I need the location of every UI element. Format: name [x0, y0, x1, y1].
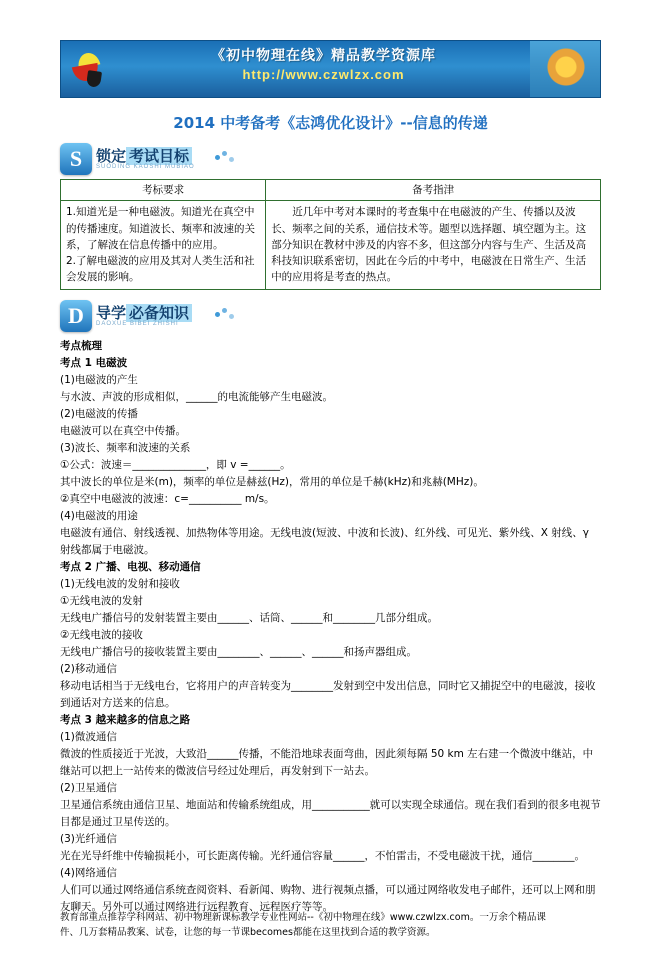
content-line: ①公式：波速＝______________，即 v =______。 — [60, 458, 291, 471]
content-line: 电磁波有通信、射线透视、加热物体等用途。无线电波(短波、中波和长波)、红外线、可见光、紫外线、X 射线、γ 射线都属于电磁波。 — [60, 526, 589, 556]
content-line: 考点 1 电磁波 — [60, 356, 128, 369]
document-page — [0, 40, 661, 976]
content-line: 无线电广播信号的接收装置主要由________、______、______和扬声器组成。 — [60, 645, 417, 658]
footer-line: 教育部重点推荐学科网站、初中物理新课标教学专业性网站--《初中物理在线》www.czwlzx.com。一万余个精品课 — [60, 911, 546, 923]
site-banner — [60, 40, 601, 98]
content-line: (3)光纤通信 — [60, 832, 117, 845]
section1-title — [96, 145, 192, 166]
content-line: 卫星通信系统由通信卫星、地面站和传输系统组成，用___________就可以实现全球通信。现在我们看到的很多电视节目都是通过卫星传送的。 — [60, 798, 601, 828]
content-line: 人们可以通过网络通信系统查阅资料、看新闻、购物、进行视频点播，可以通过网络收发电子邮件，还可以上网和朋友聊天。另外可以通过网络进行远程教育、远程医疗等等。 — [60, 883, 596, 913]
content-line: (2)电磁波的传播 — [60, 407, 138, 420]
content-line: (2)卫星通信 — [60, 781, 117, 794]
content-body — [60, 338, 601, 916]
table-row — [61, 201, 601, 289]
flame-logo-icon — [67, 47, 113, 91]
content-line: (3)波长、频率和波速的关系 — [60, 441, 191, 454]
content-line: (2)移动通信 — [60, 662, 117, 675]
content-heading: 考点梳理 — [60, 339, 102, 352]
table-cell-guidance — [266, 201, 601, 289]
content-line: 电磁波可以在真空中传播。 — [60, 424, 186, 437]
section2-title-prefix: 导学 — [96, 303, 127, 322]
section-header-exam-goals — [60, 143, 601, 177]
requirement-item: 1.知道光是一种电磁波。知道光在真空中的传播速度。知道波长、频率和波速的关系，了解波在信息传播中的应用。 — [66, 206, 255, 251]
content-line: 其中波长的单位是米(m)，频率的单位是赫兹(Hz)，常用的单位是千赫(kHz)和兆赫(MHz)。 — [60, 475, 484, 488]
content-line: (1)无线电波的发射和接收 — [60, 577, 180, 590]
sunflower-icon — [530, 41, 600, 97]
section1-subtitle: SUODING KAOSHI MUBIAO — [96, 164, 195, 170]
page-title: 2014 中考备考《志鸿优化设计》--信息的传递 — [173, 114, 488, 132]
content-line: 移动电话相当于无线电台，它将用户的声音转变为________发射到空中发出信息，同时它又捕捉空中的电磁波，接收到通话对方送来的信息。 — [60, 679, 596, 709]
content-line: 无线电广播信号的发射装置主要由______、话筒、______和________几部分组成。 — [60, 611, 438, 624]
section-header-essential-knowledge — [60, 300, 601, 334]
content-line: (4)电磁波的用途 — [60, 509, 138, 522]
footer-line: 件、几万套精品教案、试卷，让您的每一节课becomes都能在这里找到合适的教学资源。 — [60, 926, 436, 938]
content-line: ①无线电波的发射 — [60, 594, 143, 607]
exam-requirements-table — [60, 179, 601, 290]
page-footer — [60, 910, 601, 940]
badge-letter-s: S — [60, 143, 92, 175]
content-line: 与水波、声波的形成相似，______的电流能够产生电磁波。 — [60, 390, 333, 403]
content-line: 光在光导纤维中传输损耗小，可长距离传输。光纤通信容量______，不怕雷击，不受电磁波干扰，通信________。 — [60, 849, 585, 862]
table-header-row — [61, 180, 601, 201]
dots-decoration-icon — [215, 306, 235, 320]
content-line: 考点 2 广播、电视、移动通信 — [60, 560, 201, 573]
section2-subtitle: DAOXUE BIBEI ZHISHI — [96, 320, 179, 327]
guidance-text: 近几年中考对本课时的考查集中在电磁波的产生、传播以及波长、频率之间的关系，通信技术等。题型以选择题、填空题为主。这部分知识在教材中涉及的内容不多，但这部分内容与生产、生活及高科技知识联系密切，因此在今后的中考中，电磁波在日常生产、生活中的应用将是考查的热点。 — [271, 206, 587, 284]
section2-title-highlight: 必备知识 — [126, 304, 192, 322]
table-cell-requirements — [61, 201, 266, 289]
requirement-item: 2.了解电磁波的应用及其对人类生活和社会发展的影响。 — [66, 255, 255, 284]
badge-letter-d: D — [60, 300, 92, 332]
content-line: ②真空中电磁波的波速：c=__________ m/s。 — [60, 492, 275, 505]
section2-title — [96, 302, 192, 323]
section1-title-highlight: 考试目标 — [126, 147, 192, 165]
section1-title-prefix: 锁定 — [96, 147, 127, 165]
table-header-cell: 考标要求 — [61, 180, 266, 201]
content-line: 考点 3 越来越多的信息之路 — [60, 713, 191, 726]
dots-decoration-icon — [215, 149, 235, 163]
content-line: ②无线电波的接收 — [60, 628, 143, 641]
content-line: (1)电磁波的产生 — [60, 373, 138, 386]
banner-title: 《初中物理在线》精品教学资源库 — [211, 48, 436, 64]
content-line: (1)微波通信 — [60, 730, 117, 743]
content-line: 微波的性质接近于光波，大致沿______传播，不能沿地球表面弯曲，因此须每隔 50 km 左右建一个微波中继站，中继站可以把上一站传来的微波信号经过处理后，再发射到下一站去。 — [60, 747, 594, 777]
content-line: (4)网络通信 — [60, 866, 117, 879]
table-header-cell: 备考指津 — [266, 180, 601, 201]
banner-url: http://www.czwlzx.com — [242, 67, 405, 82]
